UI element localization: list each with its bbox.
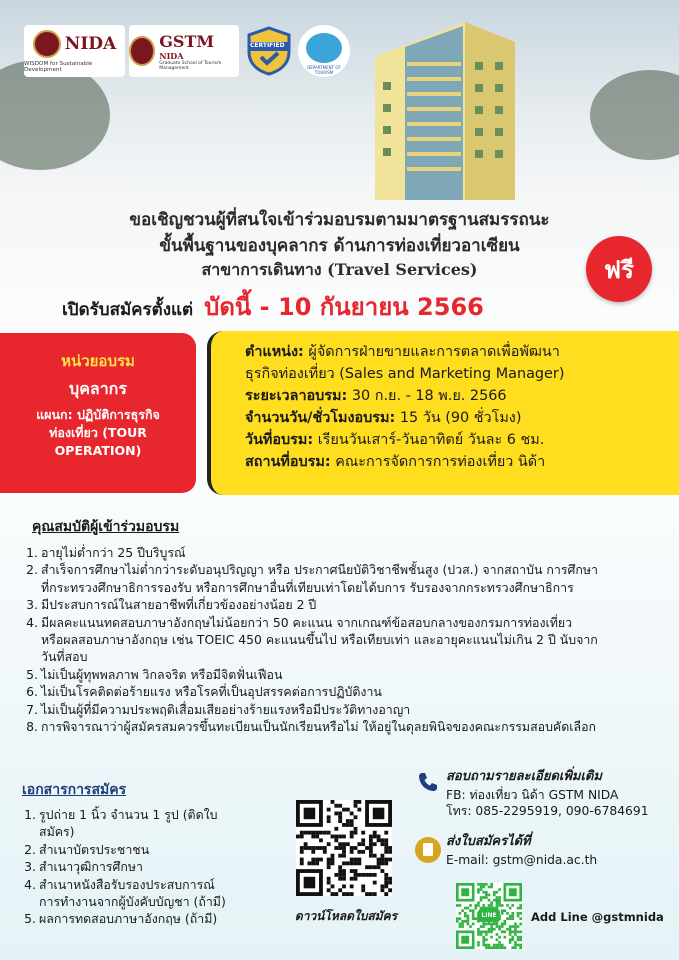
registration-period [62, 287, 582, 326]
registration-prefix: เปิดรับสมัครตั้งแต่ [62, 300, 193, 320]
qr-code-icon [296, 800, 392, 896]
line-qr-code[interactable] [456, 883, 522, 949]
document-item: 2. สำเนาบัตรประชาชน [24, 841, 150, 857]
venue-label: สถานที่อบรม: [245, 454, 331, 470]
documents-title: เอกสารการสมัคร [22, 782, 127, 798]
nida-logo [24, 25, 125, 77]
days-value: 15 วัน (90 ชั่วโมง) [399, 410, 522, 426]
registration-dates: บัดนี้ - 10 กันยายน 2566 [204, 293, 484, 321]
schedule-label: วันที่อบรม: [245, 432, 314, 448]
unit-department-line-1: แผนก: ปฏิบัติการธุรกิจ [36, 407, 160, 422]
gstm-logo-text: GSTM [159, 31, 215, 51]
qualification-item: 8. การพิจารณาว่าผู้สมัครสมควรขึ้นทะเบียนเป็นนักเรียนหรือไม่ ให้อยู่ในดุลยพินิจของคณะกรรมสอบคัดเลือก [26, 719, 597, 735]
department-text: DEPARTMENT OF TOURISM [307, 65, 341, 75]
unit-name: บุคลากร [69, 379, 127, 398]
department-of-tourism-logo [298, 25, 350, 77]
qualifications-list [24, 544, 674, 735]
schedule-value: เรียนวันเสาร์-วันอาทิตย์ วันละ 6 ชม. [317, 432, 545, 448]
unit-department-line-2: ท่องเที่ยว (TOUR [49, 425, 147, 440]
gstm-logo [129, 25, 239, 77]
headline-line-2: ขั้นพื้นฐานของบุคลากร ด้านการท่องเที่ยวอาเซียน [159, 236, 520, 256]
qualification-item: 2. สำเร็จการศึกษาไม่ต่ำกว่าระดับอนุปริญญา หรือ ประกาศนียบัติวิชาชีพชั้นสูง (ปวส.) จากสถาบัน การศึกษา ที่กระทรวงศึกษาธิการรองรับ หรือการศึกษาอื่นที่เทียบเท่าโดยได้บการ รับรองจากกระทรวงศึกษาธิการ [26, 562, 598, 595]
document-item: 1. รูปถ่าย 1 นิ้ว จำนวน 1 รูป (ติดใบ สมัคร) [24, 807, 218, 840]
qualification-item: 7. ไม่เป็นผู้ที่มีความประพฤติเสื่อมเสียอย่างร้ายแรงหรือมีประวัติทางอาญา [26, 701, 411, 717]
send-title: ส่งใบสมัครได้ที่ [446, 834, 531, 849]
position-label: ตำแหน่ง: [245, 344, 304, 360]
days-label: จำนวนวัน/ชั่วโมงอบรม: [245, 410, 396, 426]
position-row [245, 341, 564, 363]
document-send-icon [415, 837, 441, 863]
gstm-logo-sub: NIDA [159, 50, 184, 61]
certified-shield-icon [246, 26, 292, 76]
building-illustration [345, 22, 577, 200]
nida-tagline: WISDOM for Sustainable Development [24, 60, 93, 73]
qualification-item: 3. มีประสบการณ์ในสายอาชีพที่เกี่ยวข้องอย่างน้อย 2 ปี [26, 597, 317, 613]
certified-text: CERTIFIED [250, 42, 285, 49]
qualification-item: 6. ไม่เป็นโรคติดต่อร้ายแรง หรือโรคที่เป็นอุปสรรคต่อการปฏิบัติงาน [26, 684, 382, 700]
period-label: ระยะเวลาอบรม: [245, 388, 348, 404]
training-details-box [207, 331, 679, 495]
gstm-tagline: Graduate School of Tourism Management [159, 60, 222, 71]
contact-phone[interactable]: โทร: 085-2295919, 090-6784691 [446, 804, 649, 818]
training-unit-box [0, 333, 196, 493]
qualification-item: 1. อายุไม่ต่ำกว่า 25 ปีบริบูรณ์ [26, 545, 186, 560]
certified-badge-logo [244, 25, 294, 77]
qualification-item: 5. ไม่เป็นผู้ทุพพลภาพ วิกลจริต หรือมีจิตฟั่นเฟือน [26, 666, 283, 682]
unit-title: หน่วยอบรม [61, 352, 135, 370]
document-item: 3. สำเนาวุฒิการศึกษา [24, 859, 143, 875]
download-caption: ดาวน์โหลดใบสมัคร [294, 909, 398, 923]
phone-icon [416, 770, 440, 794]
qualifications-title: คุณสมบัติผู้เข้าร่วมอบรม [32, 519, 180, 535]
contact-facebook[interactable]: FB: ท่องเที่ยว นิด้า GSTM NIDA [446, 788, 619, 802]
venue-value: คณะการจัดการการท่องเที่ยว นิด้า [335, 454, 546, 470]
download-qr-code[interactable] [296, 800, 392, 896]
contact-title: สอบถามรายละเอียดเพิ่มเติม [446, 769, 602, 784]
position-value-1: ผู้จัดการฝ่ายขายและการตลาดเพื่อพัฒนา [308, 344, 560, 360]
tourism-emblem-icon [306, 33, 342, 63]
period-row [245, 385, 564, 407]
unit-department-line-3: OPERATION) [54, 443, 142, 458]
free-badge: ฟรี [586, 236, 652, 302]
venue-row [245, 451, 564, 473]
headline-line-1: ขอเชิญชวนผู้ที่สนใจเข้าร่วมอบรมตามมาตรฐานสมรรถนะ [129, 210, 550, 230]
line-logo-icon: LINE [478, 909, 500, 922]
gstm-seal-icon [129, 36, 155, 66]
document-item: 4. สำเนาหนังสือรับรองประสบการณ์ การทำงานจากผู้บังคับบัญชา (ถ้ามี) [24, 876, 226, 910]
contact-email[interactable]: E-mail: gstm@nida.ac.th [446, 853, 598, 867]
position-value-2: ธุรกิจท่องเที่ยว (Sales and Marketing Manager) [245, 366, 565, 382]
add-line-text[interactable]: Add Line @gstmnida [531, 910, 664, 924]
qualification-item: 4. มีผลคะแนนทดสอบภาษาอังกฤษไม่น้อยกว่า 50 คะแนน จากเกณฑ์ข้อสอบกลางของกรมการท่องเที่ยว หรือผลสอบภาษาอังกฤษ เช่น TOEIC 450 คะแนนขึ้นไป หรือเทียบเท่า และอายุคะแนนไม่เกิน 2 ปี นับจาก วันที่สอบ [26, 614, 598, 665]
period-value: 30 ก.ย. - 18 พ.ย. 2566 [351, 388, 507, 404]
document-item: 5. ผลการทดสอบภาษาอังกฤษ (ถ้ามี) [24, 911, 218, 927]
headline-line-3: สาขาการเดินทาง (Travel Services) [201, 260, 478, 279]
schedule-row [245, 429, 564, 451]
nida-logo-text: NIDA [64, 33, 117, 54]
documents-list [22, 806, 292, 928]
nida-seal-icon [33, 30, 61, 58]
days-row [245, 407, 564, 429]
